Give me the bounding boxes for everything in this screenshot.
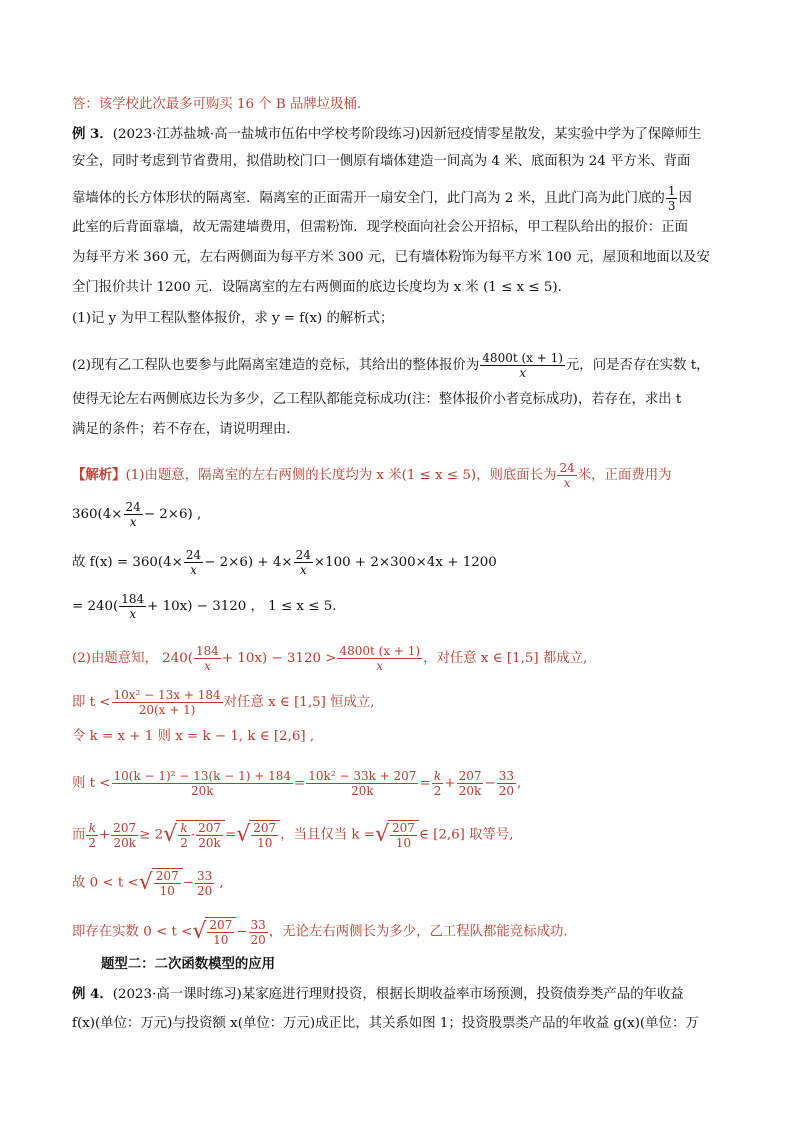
- solution-tag: 【解析】: [72, 467, 126, 483]
- solution-line1: 【解析】(1)由题意，隔离室的左右两侧的长度均为 x 米(1 ≤ x ≤ 5)，则底面长为 $\frac{24}{x}$ 米，正面费用为: [72, 461, 672, 490]
- example3-line4: 此室的后背面靠墙，故无需建墙费用，但需粉饰．现学校面向社会公开招标，甲工程队给出的报价：正面: [72, 220, 688, 235]
- example3-label: 例 3．: [72, 126, 113, 142]
- solution-line3: 故 f(x) = 360(4× $\frac{24}{x}$ − 2×6) + 4× $\frac{24}{x}$ ×100 + 2×300×4x + 1200: [72, 548, 497, 577]
- answer-line: 答：该学校此次最多可购买 16 个 B 品牌垃圾桶．: [72, 97, 371, 112]
- example3-line1: 例 3．(2023·江苏盐城·高一盐城市伍佑中学校考阶段练习)因新冠疫情零星散发，某实验中学为了保障师生: [72, 126, 702, 142]
- solution-line9: 而 $\frac{k}{2}$ + $\frac{207}{20k}$ ≥ 2√ $\frac{k}{2}$ · $\frac{207}{20k}$ =√ $\frac{207}{10}$ ，当且仅当 k =√ $\frac{207}{10}$ ∈ [2,6] 取等号,: [72, 820, 514, 850]
- fraction-one-third: $\frac{1}{3}$: [667, 184, 676, 213]
- example3-line3: 靠墙体的长方体形状的隔离室．隔离室的正面需开一扇安全门，此门高为 2 米，且此门高为此门底的 $\frac{1}{3}$ 因: [72, 184, 692, 213]
- solution-line8: 则 t < $\frac{\text{10(k − 1)² − 13(k − 1) + 184}}{20k}$ = $\frac{\text{10k² − 33k + 207}}{20k}$ = $\frac{k}{2}$ + $\frac{207}{20k}$ − $\frac{33}{20}$ ,: [72, 769, 522, 798]
- solution-line2: 360(4× $\frac{24}{x}$ − 2×6) ,: [72, 500, 202, 529]
- question-2-line2: 使得无论左右两侧底边长为多少，乙工程队都能竞标成功(注：整体报价小者竞标成功)，若存在，求出 t: [72, 392, 682, 407]
- question-2-line1: (2)现有乙工程队也要参与此隔离室建造的竞标，其给出的整体报价为 $\frac{4800t (x + 1)}{x}$ 元，问是否存在实数 t，: [72, 351, 710, 380]
- solution-line5: (2)由题意知， 240( $\frac{184}{x}$ + 10x) − 3120 > $\frac{4800t (x + 1)}{x}$ ，对任意 x ∈ [1,5] 都成立,: [72, 644, 588, 673]
- example4-line1: 例 4．(2023·高一课时练习)某家庭进行理财投资，根据长期收益率市场预测，投资债券类产品的年收益: [72, 986, 684, 1002]
- example4-label: 例 4．: [72, 986, 113, 1002]
- section-heading-type2: 题型二：二次函数模型的应用: [101, 956, 276, 972]
- solution-line6: 即 t < $\frac{\text{10x² − 13x + 184}}{20(x + 1)}$ 对任意 x ∈ [1,5] 恒成立,: [72, 688, 375, 717]
- solution-line10: 故 0 < t <√ $\frac{207}{10}$ − $\frac{33}{20}$ ,: [72, 868, 224, 898]
- solution-line7: 令 k = x + 1 则 x = k − 1, k ∈ [2,6] ,: [72, 729, 315, 744]
- solution-line4: = 240( $\frac{184}{x}$ + 10x) − 3120 ， 1 ≤ x ≤ 5.: [72, 592, 337, 621]
- example3-line5: 为每平方米 360 元，左右两侧面为每平方米 300 元，已有墙体粉饰为每平方米 100 元，屋顶和地面以及安: [72, 250, 710, 265]
- question-1: (1)记 y 为甲工程队整体报价，求 y = f(x) 的解析式；: [72, 311, 394, 326]
- example3-line6: 全门报价共计 1200 元．设隔离室的左右两侧面的底边长度均为 x 米 (1 ≤ x ≤ 5)．: [72, 280, 571, 295]
- example4-line2: f(x)(单位：万元)与投资额 x(单位：万元)成正比，其关系如图 1；投资股票类产品的年收益 g(x)(单位：万: [72, 1016, 699, 1031]
- example3-line2: 安全，同时考虑到节省费用，拟借助校门口一侧原有墙体建造一间高为 4 米、底面积为 24 平方米、背面: [72, 154, 691, 169]
- solution-conclusion: 即存在实数 0 < t <√ $\frac{207}{10}$ − $\frac{33}{20}$ ，无论左右两侧长为多少，乙工程队都能竞标成功.: [72, 917, 568, 947]
- question-2-line3: 满足的条件；若不存在，请说明理由．: [72, 422, 300, 437]
- fraction-4800t: $\frac{4800t (x + 1)}{x}$: [482, 351, 563, 380]
